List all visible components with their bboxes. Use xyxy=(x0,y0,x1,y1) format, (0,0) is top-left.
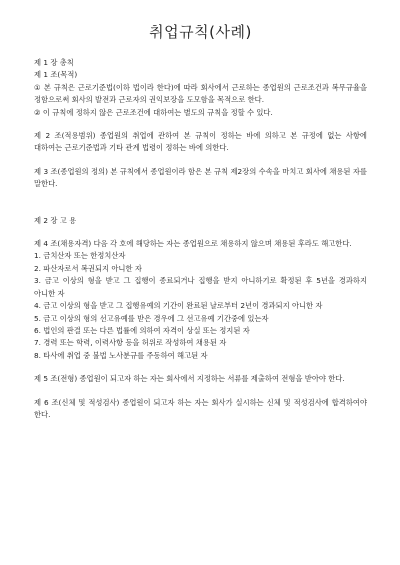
list-item: 3. 금고 이상의 형을 받고 그 집행이 종료되거나 집행을 받지 아니하기로 확정된 후 5년을 경과하지 아니한 자 xyxy=(34,276,367,298)
article-5: 제 5 조(전형) 종업원이 되고자 하는 자는 회사에서 지정하는 서류를 제출하여 전형을 받아야 한다. xyxy=(34,374,345,384)
list-item: 2. 파산자로서 복권되지 아니한 자 xyxy=(34,263,142,273)
article-6: 제 6 조(신체 및 적성검사) 종업원이 되고자 하는 자는 회사가 실시하는 신체 및 적성검사에 합격하여야 한다. xyxy=(34,397,367,419)
chapter-2-heading: 제 2 장 고 용 xyxy=(34,215,77,225)
list-item: 5. 금고 이상의 형의 선고유예를 받은 경우에 그 선고유예 기간중에 있는자 xyxy=(34,313,269,323)
list-item: 8. 타사에 취업 중 불법 노사분규를 주동하여 해고된 자 xyxy=(34,350,208,360)
list-item: 7. 경력 또는 학력, 이력사항 등을 허위로 작성하여 채용된 자 xyxy=(34,338,227,348)
list-item: 1. 금치산자 또는 한정치산자 xyxy=(34,251,126,261)
article-1-paragraph-1: ① 본 규칙은 근로기준법(이하 법이라 한다)에 따라 회사에서 근로하는 종업원의 근로조건과 복무규율을 정함으로써 회사의 발전과 근로자의 권익보장을 도모함을 목적으로 한다. xyxy=(34,82,367,105)
article-4-intro: 제 4 조(채용자격) 다음 각 호에 해당하는 자는 종업원으로 채용하지 않으며 채용된 후라도 해고한다. xyxy=(34,239,352,249)
list-item: 6. 법인의 판결 또는 다른 법률에 의하여 자격이 상실 또는 정지된 자 xyxy=(34,325,250,335)
article-4-list xyxy=(34,250,367,362)
list-item: 4. 금고 이상의 형을 받고 그 집행유예의 기간이 완료된 날로부터 2년이 경과되지 아니한 자 xyxy=(34,301,323,311)
article-1-heading: 제 1 조(목적) xyxy=(34,70,78,80)
document-title: 취업규칙(사례) xyxy=(149,23,252,41)
article-2: 제 2 조(적용범위) 종업원의 취업에 관하여 본 규칙이 정하는 바에 의하고 본 규정에 없는 사항에 대하여는 근로기준법과 기타 관계 법령이 정하는 바에 의한다. xyxy=(34,131,367,153)
article-1-paragraph-2: ② 이 규칙에 정하지 않은 근로조건에 대하여는 별도의 규칙을 정할 수 있다. xyxy=(34,107,273,117)
article-3: 제 3 조(종업원의 정의) 본 규칙에서 종업원이라 함은 본 규칙 제2장의 수속을 마치고 회사에 채용된 자를 말한다. xyxy=(34,166,367,189)
chapter-1-heading: 제 1 장 총칙 xyxy=(34,58,74,67)
